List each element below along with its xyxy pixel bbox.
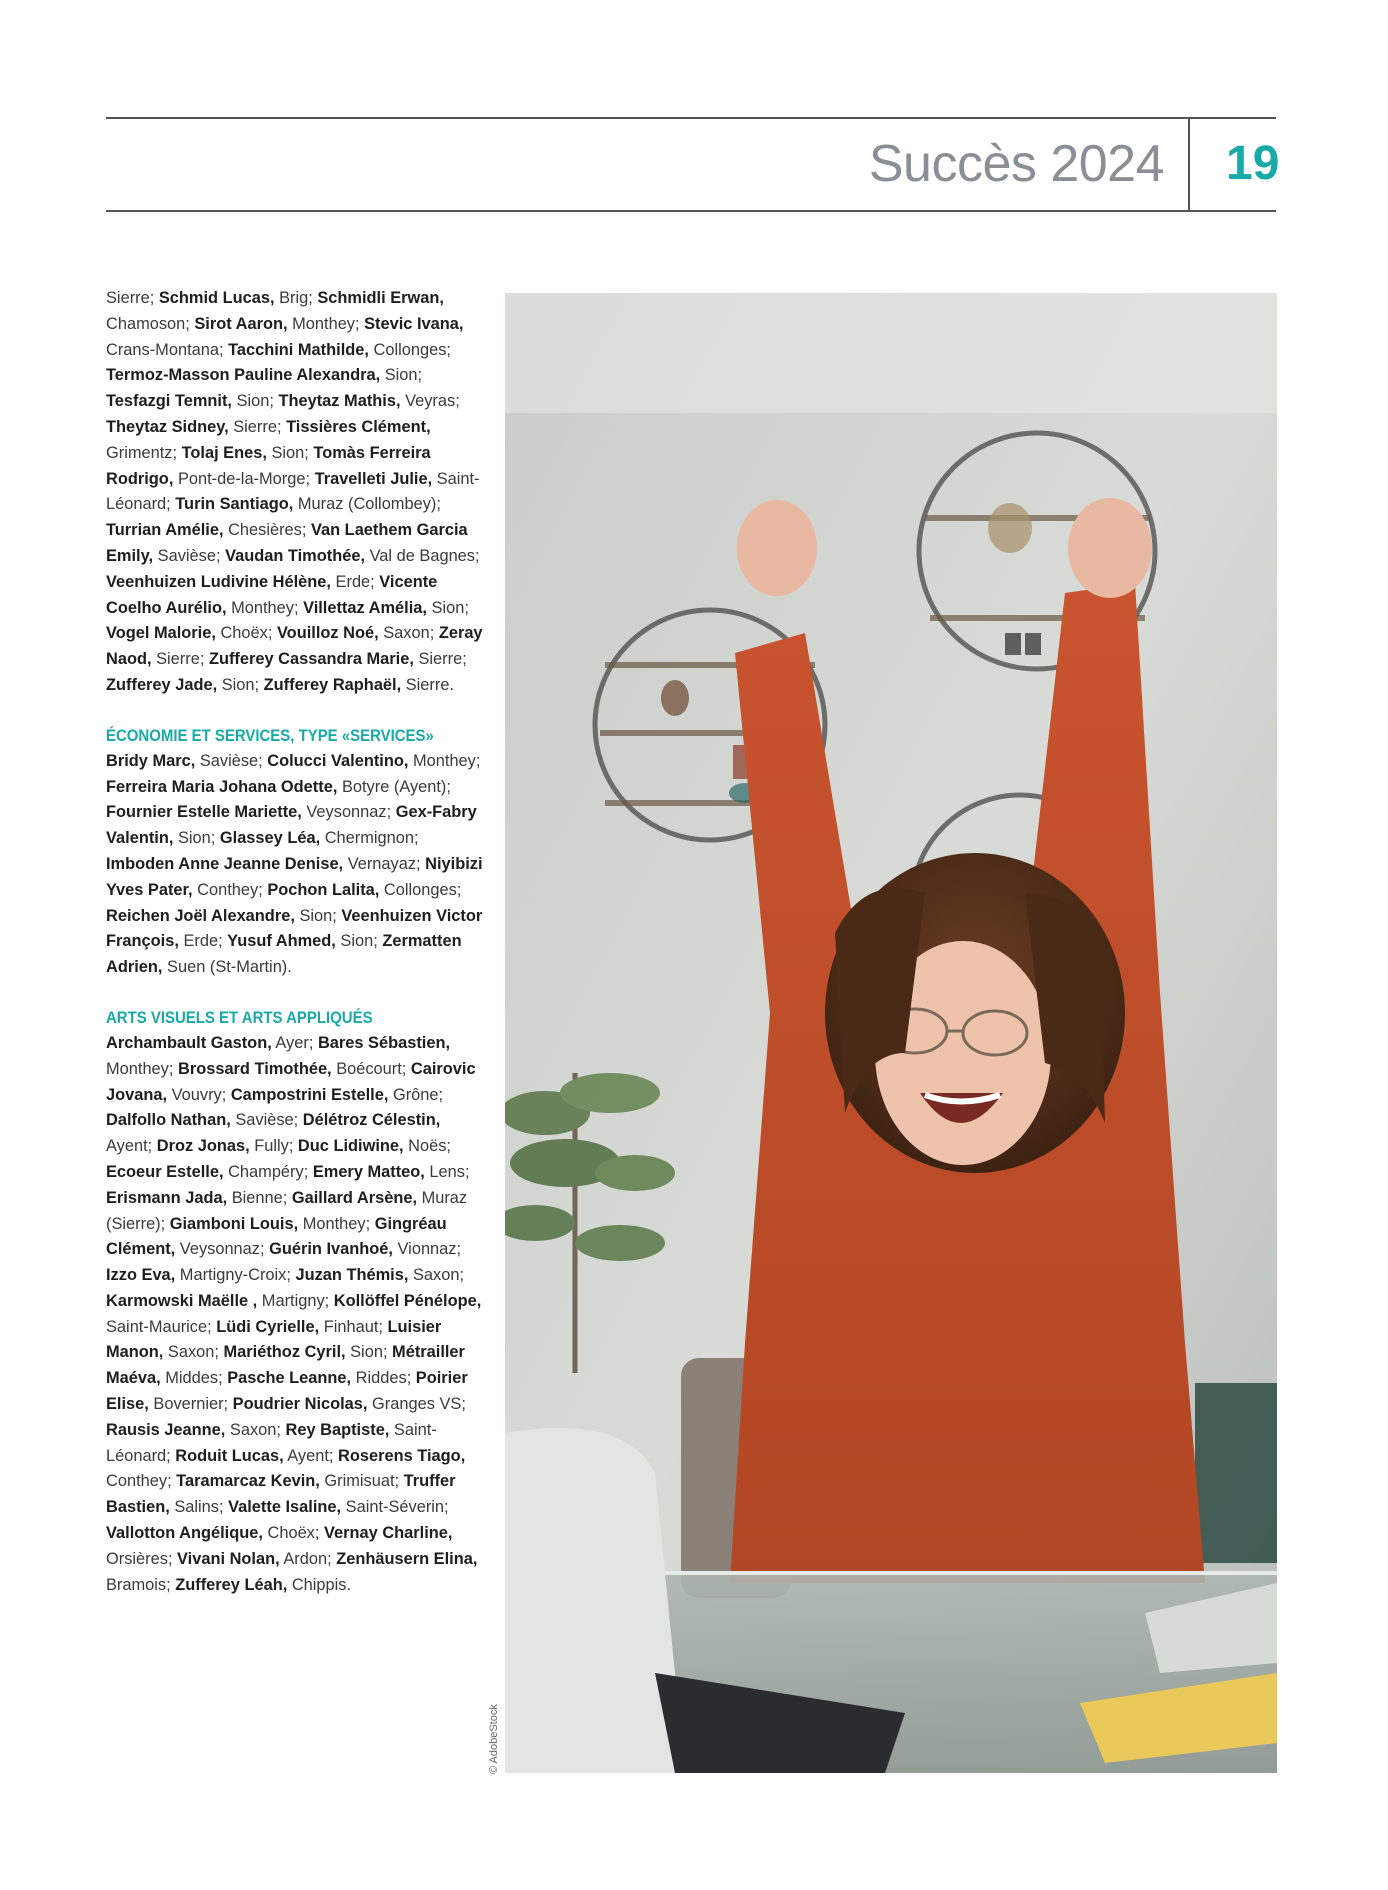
laureate-name: Schmid Lucas, [158,289,275,307]
laureate-name: Zufferey Jade, [106,675,218,694]
laureate-name: Yusuf Ahmed, [227,932,336,951]
laureate-place: Veysonnaz [179,1240,260,1259]
laureate-name: Archambault Gaston, [106,1033,272,1052]
laureate-name: Droz Jonas, [156,1137,250,1156]
laureate-place: Lens [429,1162,465,1181]
laureate-place: Sion [236,392,270,411]
laureate-place: Veyras [405,392,456,411]
photo-illustration [505,293,1277,1773]
celebrating-woman-photo [505,293,1277,1773]
laureate-place: Orsières [106,1549,168,1568]
section-list: Bridy Marc, Savièse; Colucci Valentino, Monthey; Ferreira Maria Johana Odette, Botyre (Ayent); Fournier Estelle Mariette, Veysonnaz; Gex-Fabry Valentin, Sion; Glassey Léa, Chermignon; Imboden Anne Jeanne Denise, Vernayaz; Niyibizi Yves Pater, Conthey; Pochon Lalita, Collonges; Reichen Joël Alexandre, Sion; Veenhuizen Victor François, Erde; Yusuf Ahmed, Sion; Zermatten Adrien, Suen (St-Martin). [106,751,483,977]
laureate-name: Roduit Lucas, [175,1446,284,1465]
laureate-name: Campostrini Estelle, [230,1085,389,1104]
section-title: ARTS VISUELS ET ARTS APPLIQUÉS [106,1007,373,1027]
laureate-place: Saint-Séverin [345,1498,445,1517]
laureate-place: Botyre (Ayent) [341,777,447,796]
laureate-place: Noës [408,1137,447,1156]
laureate-place: Chamoson [106,314,186,333]
laureate-name: Juzan Thémis, [295,1266,409,1285]
laureate-place: Sierre [405,675,450,694]
laureate-place: Ayer [275,1033,309,1052]
laureate-name: Vaudan Timothée, [225,546,366,565]
laureate-place: Grimentz [106,443,173,462]
laureate-name: Vicente Coelho Aurélio, [106,572,438,617]
laureate-place: Sion [350,1343,383,1362]
laureate-place: Champéry [228,1162,304,1181]
laureate-name: Mariéthoz Cyril, [223,1343,346,1362]
laureate-place: Monthey [231,598,294,617]
header-rule-top [106,117,1276,119]
laureate-name: Poudrier Nicolas, [232,1395,368,1414]
laureate-name: Dalfollo Nathan, [106,1111,231,1130]
laureate-name: Travelleti Julie, [314,469,433,488]
laureate-name: Gingréau Clément, [106,1214,447,1259]
laureate-name: Termoz-Masson Pauline Alexandra, [106,366,381,385]
laureate-place: Sierre [418,650,463,669]
laureate-name: Tissières Clément, [286,417,431,436]
laureate-place: Monthey [413,751,476,770]
laureate-place: Chesières [228,521,302,540]
laureate-name: Veenhuizen Ludivine Hélène, [106,572,331,591]
laureate-place: Muraz (Collombey) [297,495,437,514]
laureate-place: Erde [335,572,371,591]
laureate-place: Collonges [373,340,447,359]
laureate-place: Monthey [106,1059,169,1078]
laureate-name: Glassey Léa, [219,829,321,848]
laureate-name: Brossard Timothée, [177,1059,332,1078]
laureate-name: Vogel Malorie, [106,624,216,643]
laureate-name: Rey Baptiste, [285,1420,390,1439]
laureate-name: Vernay Charline, [324,1524,453,1543]
laureate-place: Chermignon [324,829,414,848]
laureate-place: Grimisuat [324,1472,395,1491]
laureate-place: Sion [177,829,211,848]
laureate-name: Délétroz Célestin, [302,1111,441,1130]
laureate-place: Sion [384,366,418,385]
header-rule-bottom [106,210,1276,212]
page-number: 19 [1226,137,1280,190]
laureate-name: Taramarcaz Kevin, [176,1472,320,1491]
laureate-place: Savièse [199,751,259,770]
laureate-name: Ferreira Maria Johana Odette, [106,777,338,796]
laureate-place: Saint-Léonard [106,1420,437,1465]
laureate-name: Luisier Manon, [106,1317,442,1362]
laureate-name: Emery Matteo, [312,1162,425,1181]
laureate-name: Tesfazgi Temnit, [106,392,232,411]
laureate-name: Zufferey Cassandra Marie, [208,650,414,669]
laureate-place: Chippis [291,1575,347,1594]
laureate-place: Saxon [412,1266,460,1285]
laureate-place: Sion [299,906,333,925]
laureate-name: Zermatten Adrien, [106,932,462,977]
laureate-name: Kollöffel Pénélope, [333,1291,482,1310]
laureate-name: Villettaz Amélia, [303,598,427,617]
laureate-place: Grône [392,1085,439,1104]
laureate-name: Roserens Tiago, [338,1446,466,1465]
section-list: Archambault Gaston, Ayer; Bares Sébastien, Monthey; Brossard Timothée, Boécourt; Cairovic Jovana, Vouvry; Campostrini Estelle, Grône; Dalfollo Nathan, Savièse; Délétroz Célestin, Ayent; Droz Jonas, Fully; Duc Lidiwine, Noës; Ecoeur Estelle, Champéry; Emery Matteo, Lens; Erismann Jada, Bienne; Gaillard Arsène, Muraz (Sierre); Giamboni Louis, Monthey; Gingréau Clément, Veysonnaz; Guérin Ivanhoé, Vionnaz; Izzo Eva, Martigny-Croix; Juzan Thémis, Saxon; Karmowski Maëlle , Martigny; Kollöffel Pénélope, Saint-Maurice; Lüdi Cyrielle, Finhaut; Luisier Manon, Saxon; Mariéthoz Cyril, Sion; Métrailler Maéva, Middes; Pasche Leanne, Riddes; Poirier Elise, Bovernier; Poudrier Nicolas, Granges VS; Rausis Jeanne, Saxon; Rey Baptiste, Saint-Léonard; Roduit Lucas, Ayent; Roserens Tiago, Conthey; Taramarcaz Kevin, Grimisuat; Truffer Bastien, Salins; Valette Isaline, Saint-Séverin; Vallotton Angélique, Choëx; Vernay Charline, Orsières; Vivani Nolan, Ardon; Zenhäusern Elina, Bramois; Zufferey Léah, Chippis. [106,1033,482,1594]
laureate-place: Finhaut [323,1317,379,1336]
laureate-place: Sion [340,932,374,951]
laureate-place: Bramois [106,1575,167,1594]
laureate-name: Lüdi Cyrielle, [216,1317,320,1336]
laureate-place: Vouvry [171,1085,222,1104]
laureate-name: Poirier Elise, [106,1369,468,1414]
laureate-place: Sierre [106,289,150,307]
laureate-place: Martigny [261,1291,325,1310]
laureate-place: Monthey [292,314,356,333]
laureate-place: Brig [279,289,309,307]
laureate-place: Collonges [383,880,457,899]
laureate-place: Sion [271,443,305,462]
laureate-name: Van Laethem Garcia Emily, [106,521,468,565]
laureate-name: Rausis Jeanne, [106,1420,226,1439]
laureate-place: Ayent [106,1137,148,1156]
laureate-place: Riddes [355,1369,407,1388]
laureate-place: Granges VS [372,1395,462,1414]
laureate-name: Fournier Estelle Mariette, [106,803,302,822]
laureate-place: Boécourt [336,1059,402,1078]
laureate-name: Guérin Ivanhoé, [269,1240,393,1259]
laureate-name: Vouilloz Noé, [276,624,379,643]
laureate-name: Sirot Aaron, [194,314,288,333]
laureate-place: Monthey [302,1214,366,1233]
laureate-place: Sion [221,675,255,694]
laureate-place: Ayent [287,1446,329,1465]
laureate-name: Giamboni Louis, [169,1214,299,1233]
laureate-place: Saxon [167,1343,215,1362]
laureate-name: Tolaj Enes, [181,443,267,462]
laureate-place: Muraz (Sierre) [106,1188,468,1233]
laureate-place: Saxon [229,1420,277,1439]
laureate-name: Theytaz Mathis, [278,392,401,411]
laureate-name: Cairovic Jovana, [106,1059,476,1104]
laureate-place: Sierre [233,417,277,436]
laureate-place: Veysonnaz [306,803,387,822]
laureate-name: Bridy Marc, [106,751,196,770]
laureate-place: Val de Bagnes [369,546,475,565]
laureate-name: Vivani Nolan, [177,1549,280,1568]
photo-credit: © AdobeStock [488,1704,500,1774]
laureate-name: Pasche Leanne, [227,1369,352,1388]
laureate-name: Karmowski Maëlle , [106,1291,258,1310]
laureate-place: Saxon [383,624,430,643]
laureate-place: Vionnaz [397,1240,457,1259]
laureate-name: Veenhuizen Victor François, [106,906,483,951]
laureate-place: Bovernier [153,1395,224,1414]
laureate-name: Valette Isaline, [228,1498,342,1517]
laureate-place: Fully [254,1137,289,1156]
header-separator [1188,117,1190,212]
laureate-place: Ardon [283,1549,328,1568]
section-title: ÉCONOMIE ET SERVICES, TYPE «SERVICES» [106,725,434,745]
laureate-place: Savièse [157,546,216,565]
laureate-name: Vallotton Angélique, [106,1524,263,1543]
laureate-name: Erismann Jada, [106,1188,228,1207]
laureate-name: Schmidli Erwan, [317,289,444,307]
laureate-place: Sierre [156,650,200,669]
laureate-place: Conthey [197,880,259,899]
laureate-name: Duc Lidiwine, [297,1137,404,1156]
laureate-name: Gaillard Arsène, [291,1188,417,1207]
laureate-place: Saint-Léonard [106,469,480,514]
laureate-place: Martigny-Croix [179,1266,287,1285]
laureate-name: Zenhäusern Elina, [336,1549,478,1568]
laureate-name: Turrian Amélie, [106,521,224,540]
laureate-name: Ecoeur Estelle, [106,1162,224,1181]
laureate-name: Zufferey Raphaël, [263,675,402,694]
laureate-name: Reichen Joël Alexandre, [106,906,295,925]
laureate-name: Imboden Anne Jeanne Denise, [106,854,344,873]
sections [106,723,486,1599]
laureate-place: Conthey [106,1472,168,1491]
laureate-place: Crans-Montana [106,340,219,359]
laureate-name: Zufferey Léah, [175,1575,288,1594]
laureate-place: Salins [174,1498,219,1517]
laureate-name: Tacchini Mathilde, [228,340,369,359]
laureate-place: Sion [431,598,465,617]
laureate-place: Bienne [231,1188,283,1207]
laureate-name: Bares Sébastien, [317,1033,451,1052]
laureate-name: Truffer Bastien, [106,1472,456,1517]
page-title: Succès 2024 [868,135,1164,193]
laureate-place: Suen (St-Martin) [167,958,288,977]
laureate-name: Niyibizi Yves Pater, [106,854,483,899]
laureate-name: Colucci Valentino, [267,751,409,770]
laureate-place: Saint-Maurice [106,1317,208,1336]
laureate-name: Theytaz Sidney, [106,417,229,436]
laureate-name: Turin Santiago, [175,495,294,514]
laureate-name: Stevic Ivana, [364,314,464,333]
laureate-name: Izzo Eva, [106,1266,176,1285]
laureate-place: Choëx [267,1524,315,1543]
laureate-place: Savièse [235,1111,294,1130]
laureate-place: Vernayaz [347,854,417,873]
laureate-name: Tomàs Ferreira Rodrigo, [106,443,431,488]
laureate-name: Pochon Lalita, [267,880,380,899]
laureate-name: Gex-Fabry Valentin, [106,803,477,848]
laureate-place: Middes [165,1369,219,1388]
intro-list: Sierre; Schmid Lucas, Brig; Schmidli Erwan, Chamoson; Sirot Aaron, Monthey; Stevic Ivana, Crans-Montana; Tacchini Mathilde, Collonges; Termoz-Masson Pauline Alexandra, Sion; Tesfazgi Temnit, Sion; Theytaz Mathis, Veyras; Theytaz Sidney, Sierre; Tissières Clément, Grimentz; Tolaj Enes, Sion; Tomàs Ferreira Rodrigo, Pont-de-la-Morge; Travelleti Julie, Saint-Léonard; Turin Santiago, Muraz (Collombey); Turrian Amélie, Chesières; Van Laethem Garcia Emily, Savièse; Vaudan Timothée, Val de Bagnes; Veenhuizen Ludivine Hélène, Erde; Vicente Coelho Aurélio, Monthey; Villettaz Amélia, Sion; Vogel Malorie, Choëx; Vouilloz Noé, Saxon; Zeray Naod, Sierre; Zufferey Cassandra Marie, Sierre; Zufferey Jade, Sion; Zufferey Raphaël, Sierre. [106,289,483,694]
laureate-place: Pont-de-la-Morge [177,469,306,488]
laureate-name: Zeray Naod, [106,624,483,669]
laureate-place: Choëx [220,624,268,643]
laureates-column [106,286,486,1598]
laureate-place: Erde [183,932,219,951]
laureate-name: Métrailler Maéva, [106,1343,465,1388]
